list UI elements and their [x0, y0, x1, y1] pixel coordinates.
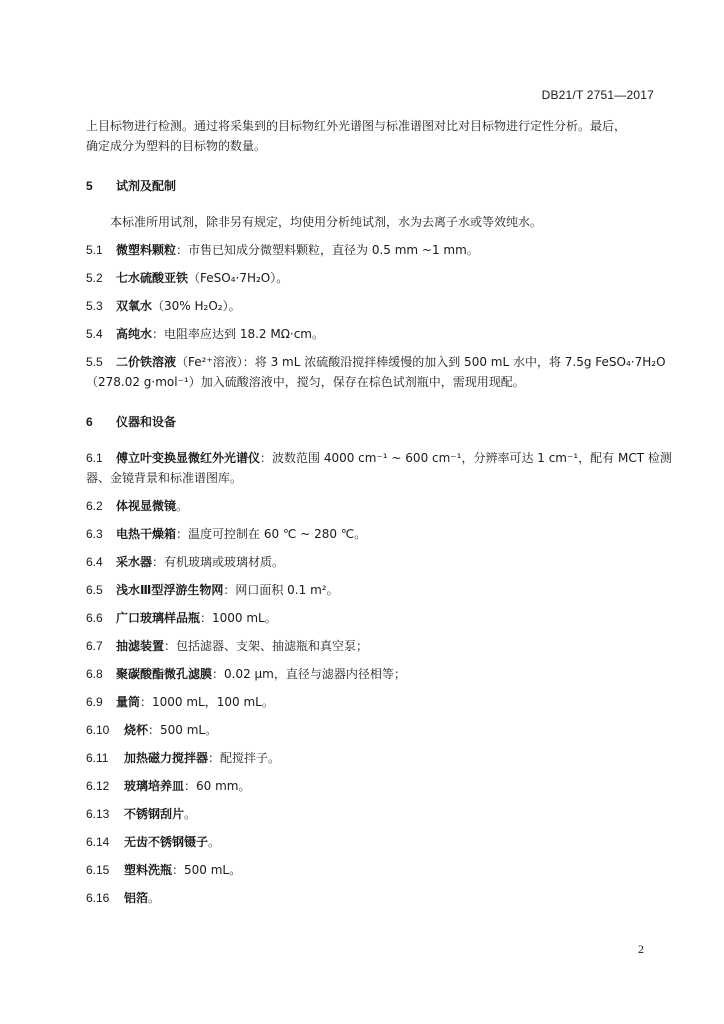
item-term: 浅水Ⅲ型浮游生物网 — [116, 583, 224, 597]
item-term: 无齿不锈钢镊子 — [124, 835, 209, 849]
section-6-heading — [86, 412, 658, 432]
item-text: ：500 mL。 — [148, 723, 218, 737]
section-5-heading — [86, 176, 658, 196]
item-number: 5.1 — [86, 243, 103, 257]
section-5-paragraph: 本标准所用试剂，除非另有规定，均使用分析纯试剂，水为去离子水或等效纯水。 — [110, 215, 543, 229]
item-number: 6.14 — [86, 835, 110, 849]
item-text: （Fe²⁺溶液）：将 3 mL 浓硫酸沿搅拌棒缓慢的加入到 500 mL 水中，将 7.5g FeSO₄·7H₂O — [176, 355, 666, 369]
item-text: ：温度可控制在 60 ℃ ~ 280 ℃。 — [176, 527, 367, 541]
item-term: 广口玻璃样品瓶 — [116, 611, 201, 625]
item-number: 5.4 — [86, 327, 103, 341]
item-number: 5.2 — [86, 271, 103, 285]
item-number: 6.8 — [86, 667, 103, 681]
item-text: ：0.02 μm，直径与滤器内径相等； — [212, 667, 406, 681]
list-item — [86, 552, 658, 572]
item-term: 傅立叶变换显微红外光谱仪 — [116, 451, 261, 465]
item-text: ：包括滤器、支架、抽滤瓶和真空泵； — [164, 639, 369, 653]
list-item — [86, 608, 658, 628]
item-term: 玻璃培养皿 — [124, 779, 185, 793]
document-code: DB21/T 2751—2017 — [541, 88, 654, 102]
list-item — [86, 524, 658, 544]
item-number: 6.12 — [86, 779, 110, 793]
item-number: 6.6 — [86, 611, 103, 625]
item-term: 铝箔 — [124, 891, 149, 905]
item-term: 聚碳酸酯微孔滤膜 — [116, 667, 213, 681]
item-number: 6.10 — [86, 723, 110, 737]
list-item — [86, 268, 658, 288]
page-number: 2 — [638, 942, 644, 956]
list-item — [86, 888, 658, 908]
item-number: 6.1 — [86, 451, 103, 465]
intro-line-1: 上目标物进行检测。通过将采集到的目标物红外光谱图与标准谱图对比对目标物进行定性分析。最后， — [86, 119, 627, 133]
item-text: ：网口面积 0.1 m²。 — [223, 583, 339, 597]
item-text: ：市售已知成分微塑料颗粒，直径为 0.5 mm ~1 mm。 — [176, 243, 479, 257]
item-text: ：500 mL。 — [172, 863, 242, 877]
item-term: 抽滤装置 — [116, 639, 165, 653]
list-item — [86, 580, 658, 600]
item-text: ：1000 mL。 — [200, 611, 277, 625]
item-text: ：60 mm。 — [184, 779, 251, 793]
list-item — [86, 832, 658, 852]
section-title: 试剂及配制 — [116, 179, 177, 193]
list-item — [86, 352, 666, 372]
list-item — [86, 296, 658, 316]
item-term: 塑料洗瓶 — [124, 863, 173, 877]
item-text: 。 — [148, 891, 161, 905]
item-number: 5.5 — [86, 355, 103, 369]
item-number: 6.15 — [86, 863, 110, 877]
section-number: 6 — [86, 415, 93, 429]
item-text: ：配搅拌子。 — [208, 751, 281, 765]
item-term: 不锈钢刮片 — [124, 807, 185, 821]
item-number: 6.4 — [86, 555, 103, 569]
list-item — [86, 324, 658, 344]
item-text: 。 — [208, 835, 221, 849]
item-number: 6.2 — [86, 499, 103, 513]
item-term: 二价铁溶液 — [116, 355, 177, 369]
item-term: 七水硫酸亚铁 — [116, 271, 189, 285]
list-item — [86, 720, 658, 740]
item-number: 6.11 — [86, 751, 109, 765]
item-text: （FeSO₄·7H₂O）。 — [188, 271, 289, 285]
list-item — [86, 240, 658, 260]
item-text: 。 — [176, 499, 189, 513]
item-term: 电热干燥箱 — [116, 527, 177, 541]
item-term: 双氧水 — [116, 299, 153, 313]
item-number: 5.3 — [86, 299, 103, 313]
item-text: （30% H₂O₂）。 — [152, 299, 241, 313]
item-number: 6.13 — [86, 807, 110, 821]
item-term: 采水器 — [116, 555, 153, 569]
list-item — [86, 636, 658, 656]
item-text: 。 — [184, 807, 197, 821]
list-item — [86, 664, 658, 684]
item-number: 6.5 — [86, 583, 103, 597]
item-text: ：1000 mL，100 mL。 — [140, 695, 274, 709]
list-item — [86, 916, 658, 936]
item-continuation: （278.02 g·mol⁻¹）加入硫酸溶液中，搅匀，保存在棕色试剂瓶中，需现用现配。 — [86, 375, 525, 389]
item-number: 6.3 — [86, 527, 103, 541]
list-item — [86, 776, 658, 796]
item-number: 6.16 — [86, 891, 110, 905]
item-term: 体视显微镜 — [116, 499, 177, 513]
item-continuation: 器、金镜背景和标准谱图库。 — [86, 471, 243, 485]
item-term: 加热磁力搅拌器 — [124, 751, 209, 765]
item-number: 6.9 — [86, 695, 103, 709]
item-term: 微塑料颗粒 — [116, 243, 177, 257]
list-item — [86, 860, 658, 880]
item-text: ：有机玻璃或玻璃材质。 — [152, 555, 285, 569]
list-item — [86, 448, 672, 468]
list-item — [86, 496, 658, 516]
section-number: 5 — [86, 179, 93, 193]
list-item — [86, 692, 658, 712]
intro-line-2: 确定成分为塑料的目标物的数量。 — [86, 139, 267, 153]
list-item — [86, 804, 658, 824]
item-term: 量筒 — [116, 695, 141, 709]
list-item — [86, 748, 658, 768]
item-term: 烧杯 — [124, 723, 149, 737]
item-text: ：波数范围 4000 cm⁻¹ ~ 600 cm⁻¹，分辨率可达 1 cm⁻¹，配有 MCT 检测 — [260, 451, 672, 465]
item-term: 高纯水 — [116, 327, 153, 341]
item-number: 6.7 — [86, 639, 103, 653]
section-title: 仪器和设备 — [116, 415, 177, 429]
item-text: ：电阻率应达到 18.2 MΩ·cm。 — [152, 327, 324, 341]
